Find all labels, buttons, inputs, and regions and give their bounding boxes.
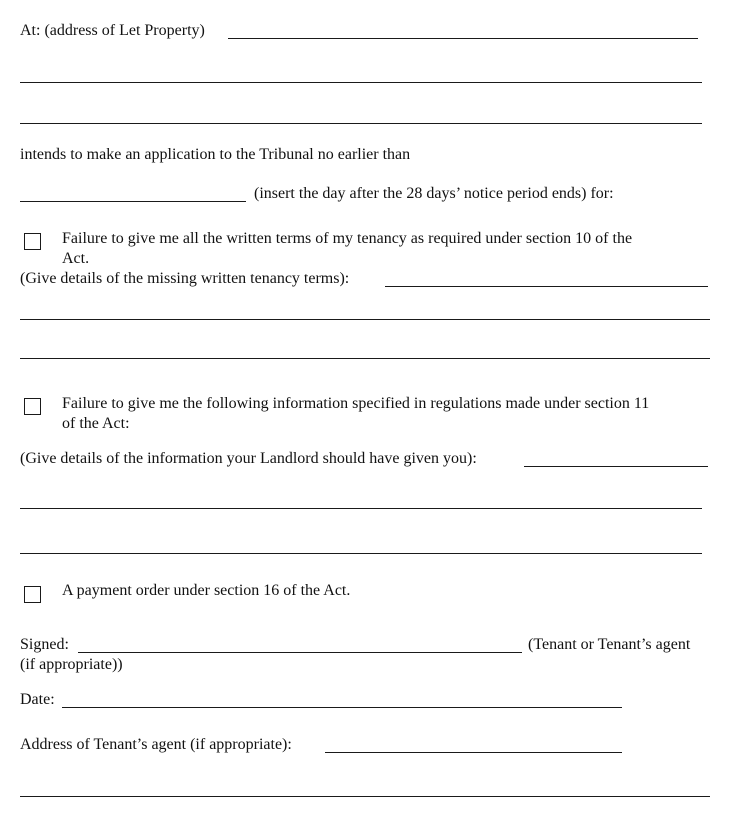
option3-checkbox[interactable] xyxy=(24,586,41,603)
address-line-1[interactable] xyxy=(228,38,698,39)
address-line-3[interactable] xyxy=(20,123,702,124)
option2-line2: of the Act: xyxy=(62,415,130,432)
option3-label: A payment order under section 16 of the Act. xyxy=(62,582,351,599)
agent-address-line-1[interactable] xyxy=(325,752,622,753)
option2-checkbox[interactable] xyxy=(24,398,41,415)
signed-suffix: (Tenant or Tenant’s agent xyxy=(528,636,691,653)
date-line[interactable] xyxy=(62,707,622,708)
signature-line[interactable] xyxy=(78,652,522,653)
option1-details-line-2[interactable] xyxy=(20,319,710,320)
signed-suffix-line2: (if appropriate)) xyxy=(20,656,123,673)
option2-details-line-1[interactable] xyxy=(524,466,708,467)
agent-address-label: Address of Tenant’s agent (if appropriate): xyxy=(20,736,292,753)
address-label: At: (address of Let Property) xyxy=(20,22,205,39)
date-label: Date: xyxy=(20,691,55,708)
address-line-2[interactable] xyxy=(20,82,702,83)
signed-label: Signed: xyxy=(20,636,69,653)
intends-text: intends to make an application to the Tribunal no earlier than xyxy=(20,146,411,163)
option2-details-line-3[interactable] xyxy=(20,553,702,554)
option1-details-line-1[interactable] xyxy=(385,286,708,287)
date-hint-text: (insert the day after the 28 days’ notice period ends) for: xyxy=(254,185,614,202)
application-date-line[interactable] xyxy=(20,201,246,202)
option1-line2: Act. xyxy=(62,250,90,267)
option2-line1: Failure to give me the following information specified in regulations made under section 11 xyxy=(62,395,650,412)
agent-address-line-2[interactable] xyxy=(20,796,710,797)
option1-details-label: (Give details of the missing written tenancy terms): xyxy=(20,270,350,287)
option1-details-line-3[interactable] xyxy=(20,358,710,359)
option1-checkbox[interactable] xyxy=(24,233,41,250)
option1-line1: Failure to give me all the written terms of my tenancy as required under section 10 of the xyxy=(62,230,633,247)
option2-details-line-2[interactable] xyxy=(20,508,702,509)
option2-details-label: (Give details of the information your Landlord should have given you): xyxy=(20,450,477,467)
